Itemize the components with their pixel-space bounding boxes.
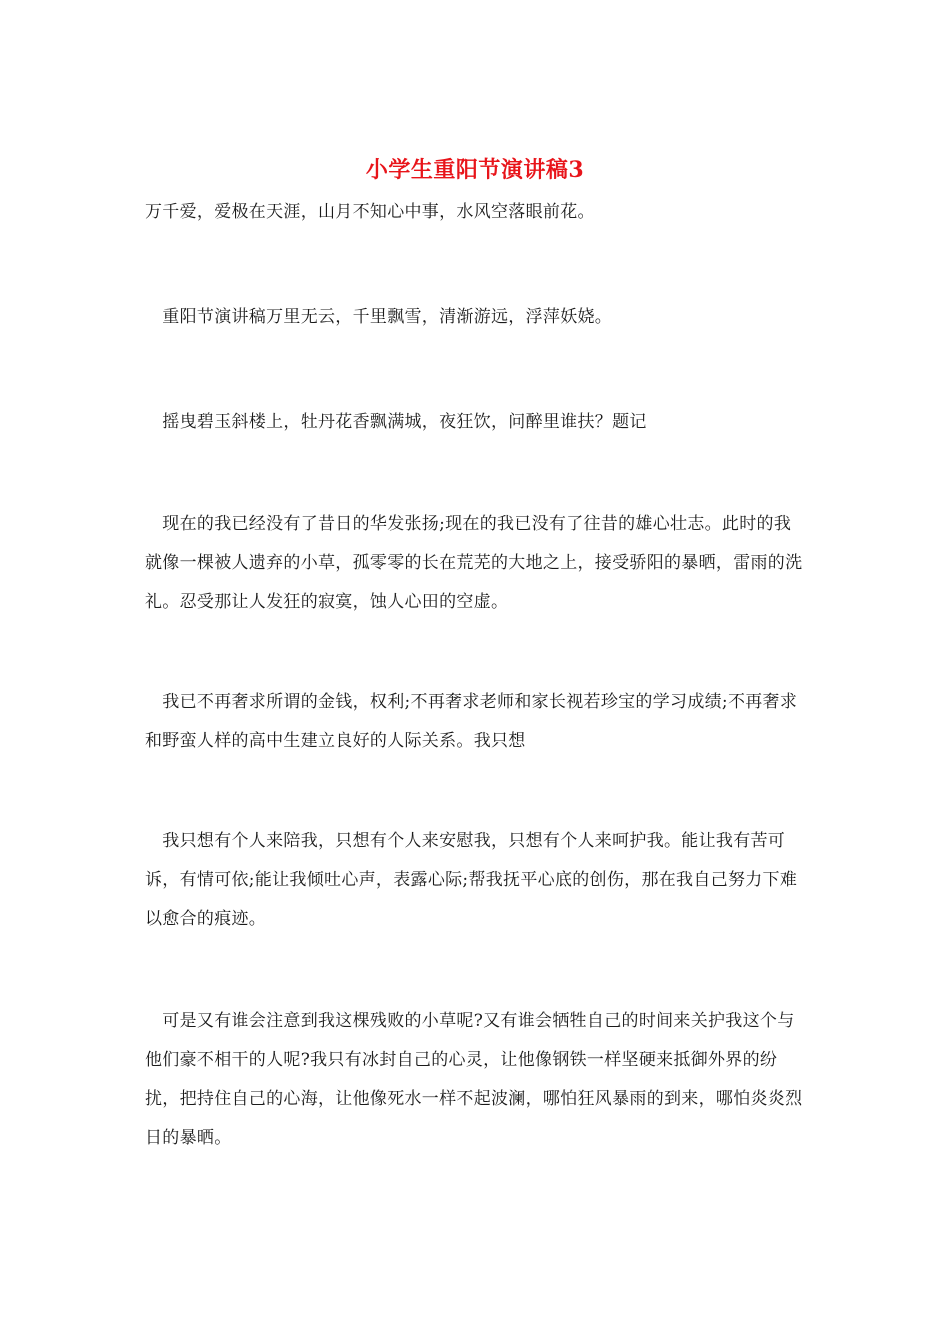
paragraph-3: 摇曳碧玉斜楼上，牡丹花香飘满城，夜狂饮，问醉里谁扶？题记 [145,412,647,432]
paragraph-1: 万千爱，爱极在天涯，山月不知心中事，水风空落眼前花。 [145,202,595,222]
paragraph-2: 重阳节演讲稿万里无云，千里飘雪，清渐游远，浮萍妖娆。 [145,307,613,327]
document-title: 小学生重阳节演讲稿3 [365,157,585,183]
paragraph-6: 我只想有个人来陪我，只想有个人来安慰我，只想有个人来呵护我。能让我有苦可诉，有情可依;能让我倾吐心声，表露心际;帮我抚平心底的创伤，那在我自己努力下难以愈合的痕迹。 [145,831,798,929]
paragraph-7: 可是又有谁会注意到我这棵残败的小草呢?又有谁会牺牲自己的时间来关护我这个与他们豪不相干的人呢?我只有冰封自己的心灵，让他像钢铁一样坚硬来抵御外界的纷扰，把持住自己的心海，让他像死水一样不起波澜，哪怕狂风暴雨的到来，哪怕炎炎烈日的暴晒。 [145,1011,803,1148]
paragraph-4: 现在的我已经没有了昔日的华发张扬;现在的我已没有了往昔的雄心壮志。此时的我就像一棵被人遗弃的小草，孤零零的长在荒芜的大地之上，接受骄阳的暴晒，雷雨的洗礼。忍受那让人发狂的寂寞，蚀人心田的空虚。 [145,514,803,612]
paragraph-5: 我已不再奢求所谓的金钱，权利;不再奢求老师和家长视若珍宝的学习成绩;不再奢求和野蛮人样的高中生建立良好的人际关系。我只想 [145,692,798,751]
